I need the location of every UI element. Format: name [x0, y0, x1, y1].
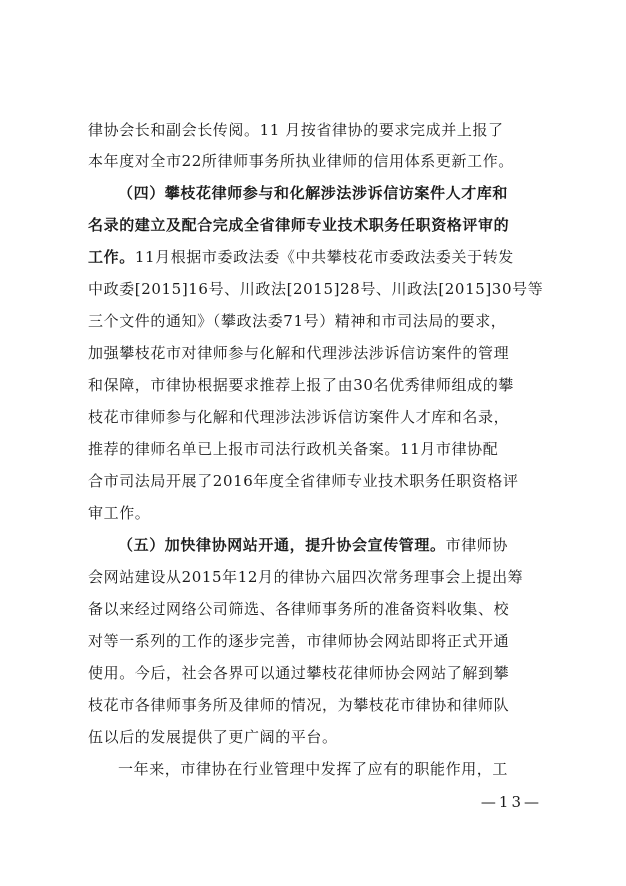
- line-text: 市律师协: [445, 536, 509, 554]
- line-text: 一年来，市律协在行业管理中发挥了应有的职能作用，工: [118, 760, 509, 778]
- heading-text: （四）攀枝花律师参与和化解涉法涉诉信访案件人才库和: [118, 184, 509, 202]
- body-line-9: [88, 373, 548, 397]
- line-text: 11月根据市委政法委《中共攀枝花市委政法委关于转发: [134, 248, 514, 266]
- section-heading-5-line: [118, 533, 548, 557]
- section-heading-4-line-1: [118, 181, 548, 205]
- body-line-2: [88, 149, 548, 173]
- body-line-13: [88, 501, 548, 525]
- line-text: 伍以后的发展提供了更广阔的平台。: [88, 728, 338, 746]
- section-heading-4-line-2: [88, 213, 548, 237]
- body-line-12: [88, 469, 548, 493]
- line-text: 对等一系列的工作的逐步完善，市律师协会网站即将正式开通: [88, 632, 510, 650]
- line-text: 和保障，市律协根据要求推荐上报了由30名优秀律师组成的攀: [88, 376, 514, 394]
- line-text: 枝花市律师参与化解和代理涉法涉诉信访案件人才库和名录，: [88, 408, 510, 426]
- body-line-19: [88, 693, 548, 717]
- line-text: 会网站建设从2015年12月的律协六届四次常务理事会上提出筹: [88, 568, 524, 586]
- heading-text: 名录的建立及配合完成全省律师专业技术职务任职资格评审的: [88, 216, 510, 234]
- body-line-16: [88, 597, 548, 621]
- line-text: 加强攀枝花市对律师参与化解和代理涉法涉诉信访案件的管理: [88, 344, 510, 362]
- body-line-18: [88, 661, 548, 685]
- body-line-20: [88, 725, 548, 749]
- body-line-7: [88, 309, 548, 333]
- line-text: 中政委[2015]16号、川政法[2015]28号、川政法[2015]30号等: [88, 280, 544, 298]
- line-text: 三个文件的通知》（攀政法委71号）精神和市司法局的要求，: [88, 312, 507, 330]
- heading-text: （五）加快律协网站开通，提升协会宣传管理。: [118, 536, 446, 554]
- page-number: —13—: [480, 793, 542, 811]
- body-line-6: [88, 277, 548, 301]
- body-line-1: [88, 118, 548, 142]
- body-line-11: [88, 437, 548, 461]
- body-line-21: [118, 757, 548, 781]
- line-text: 使用。今后，社会各界可以通过攀枝花律师协会网站了解到攀: [88, 664, 510, 682]
- line-text: 合市司法局开展了2016年度全省律师专业技术职务任职资格评: [88, 472, 519, 490]
- body-line-5: [88, 245, 548, 269]
- body-line-17: [88, 629, 548, 653]
- body-line-15: [88, 565, 548, 589]
- line-text: 推荐的律师名单已上报市司法行政机关备案。11月市律协配: [88, 440, 499, 458]
- body-line-8: [88, 341, 548, 365]
- line-text: 律协会长和副会长传阅。11 月按省律协的要求完成并上报了: [88, 121, 504, 139]
- line-text: 审工作。: [88, 504, 151, 522]
- line-text: 备以来经过网络公司筛选、各律师事务所的准备资料收集、校: [88, 600, 510, 618]
- heading-text: 工作。: [88, 248, 135, 266]
- body-line-10: [88, 405, 548, 429]
- line-text: 本年度对全市22所律师事务所执业律师的信用体系更新工作。: [88, 152, 514, 170]
- line-text: 枝花市各律师事务所及律师的情况，为攀枝花市律协和律师队: [88, 696, 510, 714]
